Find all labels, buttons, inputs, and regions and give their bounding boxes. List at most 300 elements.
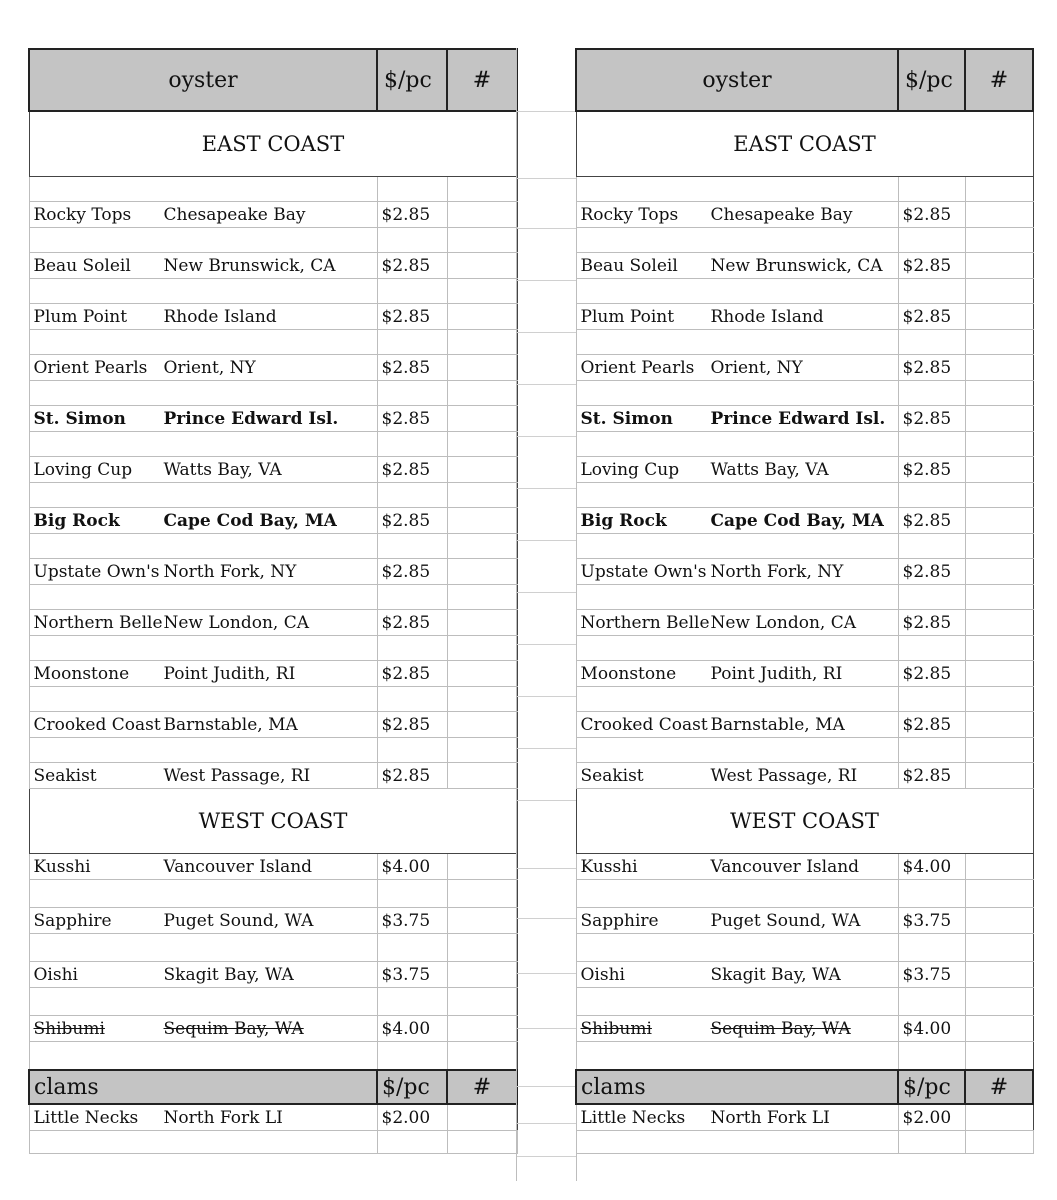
item-origin: North Fork LI [163, 1107, 283, 1128]
gutter-gridline [517, 644, 576, 645]
spacer-cell [898, 381, 965, 406]
menu-item-name-origin [29, 355, 377, 381]
oyster-header-name: oyster [576, 49, 898, 111]
spacer-cell [447, 738, 517, 763]
item-price: $2.85 [377, 610, 447, 636]
item-origin: Vancouver Island [710, 856, 860, 877]
item-name: Upstate Own's [580, 561, 707, 582]
menu-item-name-origin [29, 610, 377, 636]
item-origin: Barnstable, MA [710, 714, 845, 735]
menu-item-row [576, 908, 1033, 934]
spacer-cell [898, 934, 965, 962]
spacer-cell [576, 585, 898, 610]
menu-item-name-origin [29, 457, 377, 483]
menu-item-name-origin [576, 1016, 898, 1042]
menu-item-name-origin [29, 908, 377, 934]
item-name: Sapphire [580, 910, 659, 931]
item-name: Loving Cup [33, 459, 133, 480]
spacer-cell [965, 585, 1033, 610]
section-east-coast [29, 111, 517, 177]
menu-item-name-origin [576, 457, 898, 483]
menu-item-row [576, 712, 1033, 738]
section-title-west-coast: WEST COAST [29, 789, 517, 854]
section-title-east-coast: EAST COAST [29, 111, 517, 177]
spacer-cell [898, 228, 965, 253]
spacer-row [29, 330, 517, 355]
item-price: $2.85 [898, 355, 965, 381]
menu-item-name-origin [29, 962, 377, 988]
spacer-cell [898, 432, 965, 457]
item-count-input[interactable] [447, 1104, 517, 1131]
spacer-row [29, 1042, 517, 1071]
spacer-row [576, 483, 1033, 508]
spacer-row [576, 636, 1033, 661]
gutter-gridline [517, 436, 576, 437]
menu-item-name-origin [576, 712, 898, 738]
spacer-cell [447, 687, 517, 712]
spacer-cell [377, 585, 447, 610]
spacer-row [576, 880, 1033, 908]
item-origin: Prince Edward Isl. [163, 408, 339, 429]
item-count-input[interactable] [447, 355, 517, 381]
item-origin: North Fork, NY [163, 561, 297, 582]
spacer-cell [447, 483, 517, 508]
item-price: $4.00 [377, 1016, 447, 1042]
clams-header-name: clams [576, 1070, 898, 1104]
menu-item-row [576, 202, 1033, 228]
menu-item-row [576, 1104, 1033, 1131]
menu-panel-right [575, 48, 1032, 1154]
menu-item-row [576, 253, 1033, 279]
spacer-cell [377, 177, 447, 202]
item-count-input[interactable] [965, 406, 1033, 432]
spacer-cell [898, 279, 965, 304]
item-count-input[interactable] [447, 253, 517, 279]
spacer-cell [447, 585, 517, 610]
spacer-cell [29, 177, 377, 202]
menu-item-name-origin [29, 1016, 377, 1042]
item-price: $2.85 [898, 304, 965, 330]
menu-item-name-origin [29, 202, 377, 228]
spacer-cell [898, 687, 965, 712]
spacer-cell [576, 1042, 898, 1071]
item-origin: Puget Sound, WA [710, 910, 861, 931]
spacer-row [576, 585, 1033, 610]
menu-item-name-origin [576, 908, 898, 934]
menu-item-name-origin [576, 854, 898, 880]
spacer-cell [29, 880, 377, 908]
spacer-cell [29, 988, 377, 1016]
spacer-cell [965, 1131, 1033, 1154]
item-origin: West Passage, RI [710, 765, 858, 786]
spacer-row [29, 279, 517, 304]
menu-item-name-origin [29, 406, 377, 432]
spacer-cell [898, 483, 965, 508]
item-price: $4.00 [898, 854, 965, 880]
spacer-row [576, 228, 1033, 253]
menu-table [28, 48, 518, 1154]
item-count-input[interactable] [965, 508, 1033, 534]
gutter-gridline [517, 488, 576, 489]
item-price: $2.85 [377, 508, 447, 534]
spacer-cell [377, 381, 447, 406]
spacer-cell [447, 934, 517, 962]
item-count-input[interactable] [965, 304, 1033, 330]
spacer-cell [377, 330, 447, 355]
item-origin: Skagit Bay, WA [710, 964, 841, 985]
menu-item-name-origin [576, 1104, 898, 1131]
spacer-cell [965, 738, 1033, 763]
item-origin: Point Judith, RI [163, 663, 296, 684]
spacer-cell [29, 534, 377, 559]
spacer-cell [965, 1042, 1033, 1071]
item-name: Big Rock [580, 510, 667, 531]
item-count-input[interactable] [447, 610, 517, 636]
spacer-row [29, 1131, 517, 1154]
item-count-input[interactable] [447, 508, 517, 534]
gutter-gridline [517, 280, 576, 281]
item-name: Plum Point [580, 306, 675, 327]
oyster-header-count: # [965, 49, 1033, 111]
spacer-cell [29, 432, 377, 457]
menu-item-name-origin [29, 763, 377, 789]
item-price: $2.00 [898, 1104, 965, 1131]
spacer-row [29, 738, 517, 763]
spacer-cell [447, 880, 517, 908]
item-count-input[interactable] [965, 962, 1033, 988]
spacer-cell [377, 483, 447, 508]
menu-item-name-origin [576, 559, 898, 585]
item-count-input[interactable] [965, 854, 1033, 880]
spacer-row [29, 228, 517, 253]
gutter-gridline [517, 540, 576, 541]
item-price: $4.00 [377, 854, 447, 880]
clams-header-name: clams [29, 1070, 377, 1104]
menu-item-name-origin [576, 661, 898, 687]
item-price: $2.85 [377, 763, 447, 789]
item-origin: West Passage, RI [163, 765, 311, 786]
menu-item-row [576, 304, 1033, 330]
spacer-cell [377, 1042, 447, 1071]
menu-item-name-origin [576, 763, 898, 789]
menu-item-name-origin [29, 304, 377, 330]
spacer-cell [965, 432, 1033, 457]
gutter-gridline [517, 1123, 576, 1124]
menu-item-row [29, 202, 517, 228]
clams-header-row [576, 1070, 1033, 1104]
spacer-row [576, 934, 1033, 962]
item-name: St. Simon [33, 408, 126, 429]
spacer-cell [29, 738, 377, 763]
menu-item-row [29, 962, 517, 988]
item-price: $3.75 [377, 908, 447, 934]
section-west-coast [29, 789, 517, 854]
menu-item-name-origin [576, 508, 898, 534]
menu-item-row [576, 457, 1033, 483]
gutter-gridline [517, 332, 576, 333]
item-count-input[interactable] [965, 355, 1033, 381]
menu-item-row [29, 908, 517, 934]
item-count-input[interactable] [965, 1016, 1033, 1042]
item-name: Shibumi [33, 1018, 105, 1039]
menu-item-row [576, 1016, 1033, 1042]
menu-table [575, 48, 1034, 1154]
sheet-gutter [516, 48, 577, 1181]
spacer-cell [965, 988, 1033, 1016]
item-count-input[interactable] [965, 457, 1033, 483]
item-count-input[interactable] [965, 661, 1033, 687]
menu-item-row [576, 610, 1033, 636]
gutter-gridline [517, 918, 576, 919]
spacer-cell [377, 1131, 447, 1154]
item-origin: Rhode Island [163, 306, 277, 327]
item-price: $3.75 [898, 908, 965, 934]
item-origin: Watts Bay, VA [710, 459, 829, 480]
spacer-cell [965, 381, 1033, 406]
item-price: $2.85 [377, 304, 447, 330]
menu-item-name-origin [29, 559, 377, 585]
item-count-input[interactable] [447, 559, 517, 585]
spacer-cell [29, 934, 377, 962]
item-count-input[interactable] [447, 1016, 517, 1042]
gutter-gridline [517, 384, 576, 385]
spacer-cell [965, 330, 1033, 355]
item-origin: Skagit Bay, WA [163, 964, 294, 985]
spacer-cell [447, 1042, 517, 1071]
spacer-row [29, 483, 517, 508]
item-name: Upstate Own's [33, 561, 160, 582]
item-price: $2.85 [898, 610, 965, 636]
item-count-input[interactable] [447, 854, 517, 880]
gutter-gridline [517, 111, 576, 112]
item-origin: Orient, NY [710, 357, 803, 378]
spacer-row [576, 330, 1033, 355]
menu-item-name-origin [29, 661, 377, 687]
spacer-cell [898, 177, 965, 202]
item-name: Sapphire [33, 910, 112, 931]
menu-item-row [29, 559, 517, 585]
spacer-cell [576, 279, 898, 304]
item-origin: Sequim Bay, WA [710, 1018, 851, 1039]
item-count-input[interactable] [965, 712, 1033, 738]
item-price: $2.85 [377, 559, 447, 585]
spacer-cell [965, 880, 1033, 908]
spacer-cell [965, 483, 1033, 508]
gutter-gridline [517, 1086, 576, 1087]
gutter-gridline [517, 592, 576, 593]
spacer-cell [576, 738, 898, 763]
spacer-cell [898, 1042, 965, 1071]
spacer-cell [898, 738, 965, 763]
item-name: Orient Pearls [33, 357, 148, 378]
item-name: Moonstone [33, 663, 130, 684]
spacer-cell [29, 1042, 377, 1071]
item-count-input[interactable] [965, 1104, 1033, 1131]
spacer-cell [965, 228, 1033, 253]
spacer-row [29, 381, 517, 406]
item-price: $2.85 [898, 406, 965, 432]
spacer-row [576, 279, 1033, 304]
gutter-gridline [517, 228, 576, 229]
item-name: Crooked Coast [33, 714, 161, 735]
spacer-row [576, 988, 1033, 1016]
item-origin: Cape Cod Bay, MA [163, 510, 337, 531]
spacer-row [576, 687, 1033, 712]
menu-item-name-origin [29, 508, 377, 534]
spacer-cell [576, 687, 898, 712]
menu-item-row [576, 406, 1033, 432]
item-price: $2.85 [377, 712, 447, 738]
spacer-cell [29, 228, 377, 253]
item-origin: Chesapeake Bay [710, 204, 853, 225]
menu-item-name-origin [576, 406, 898, 432]
item-count-input[interactable] [447, 406, 517, 432]
spacer-cell [898, 585, 965, 610]
menu-item-row [29, 763, 517, 789]
spacer-cell [447, 988, 517, 1016]
spacer-cell [29, 279, 377, 304]
spacer-cell [447, 432, 517, 457]
item-name: Orient Pearls [580, 357, 695, 378]
item-count-input[interactable] [447, 962, 517, 988]
spacer-cell [898, 330, 965, 355]
item-count-input[interactable] [965, 202, 1033, 228]
item-name: Rocky Tops [33, 204, 132, 225]
spacer-cell [576, 636, 898, 661]
item-name: Crooked Coast [580, 714, 708, 735]
item-count-input[interactable] [447, 202, 517, 228]
gutter-gridline [517, 178, 576, 179]
item-price: $2.85 [377, 406, 447, 432]
spacer-cell [576, 880, 898, 908]
gutter-gridline [517, 868, 576, 869]
item-count-input[interactable] [447, 908, 517, 934]
item-origin: Chesapeake Bay [163, 204, 306, 225]
item-origin: Puget Sound, WA [163, 910, 314, 931]
item-count-input[interactable] [447, 457, 517, 483]
item-count-input[interactable] [965, 763, 1033, 789]
oyster-header-price: $/pc [898, 49, 965, 111]
gutter-gridline [517, 973, 576, 974]
spacer-cell [29, 687, 377, 712]
spacer-row [29, 177, 517, 202]
item-count-input[interactable] [447, 763, 517, 789]
item-origin: Barnstable, MA [163, 714, 298, 735]
item-price: $2.00 [377, 1104, 447, 1131]
item-count-input[interactable] [447, 712, 517, 738]
spacer-row [29, 534, 517, 559]
item-name: St. Simon [580, 408, 673, 429]
gutter-gridline [517, 748, 576, 749]
spacer-cell [965, 534, 1033, 559]
spacer-cell [898, 534, 965, 559]
menu-item-name-origin [29, 1104, 377, 1131]
item-name: Big Rock [33, 510, 120, 531]
item-origin: North Fork LI [710, 1107, 830, 1128]
oyster-header-row [576, 49, 1033, 111]
spacer-row [29, 585, 517, 610]
item-price: $2.85 [898, 661, 965, 687]
item-name: Northern Belle [33, 612, 163, 633]
menu-item-row [29, 304, 517, 330]
spacer-cell [377, 636, 447, 661]
item-count-input[interactable] [965, 908, 1033, 934]
clams-header-price: $/pc [377, 1070, 447, 1104]
menu-item-row [29, 508, 517, 534]
item-name: Oishi [580, 964, 625, 985]
item-origin: New London, CA [710, 612, 857, 633]
item-price: $2.85 [377, 355, 447, 381]
menu-item-row [29, 406, 517, 432]
spacer-cell [965, 636, 1033, 661]
gutter-gridline [517, 1156, 576, 1157]
item-name: Loving Cup [580, 459, 680, 480]
section-title-west-coast: WEST COAST [576, 789, 1033, 854]
menu-item-row [576, 763, 1033, 789]
item-origin: Cape Cod Bay, MA [710, 510, 884, 531]
menu-item-name-origin [576, 610, 898, 636]
clams-header-count: # [447, 1070, 517, 1104]
menu-item-name-origin [29, 253, 377, 279]
spacer-cell [965, 934, 1033, 962]
spacer-cell [576, 534, 898, 559]
menu-item-row [29, 1016, 517, 1042]
spacer-cell [377, 738, 447, 763]
spacer-cell [898, 1131, 965, 1154]
item-name: Rocky Tops [580, 204, 679, 225]
spacer-cell [447, 177, 517, 202]
spacer-cell [377, 988, 447, 1016]
spacer-cell [576, 432, 898, 457]
section-east-coast [576, 111, 1033, 177]
item-name: Shibumi [580, 1018, 652, 1039]
section-title-east-coast: EAST COAST [576, 111, 1033, 177]
spacer-row [576, 381, 1033, 406]
clams-header-price: $/pc [898, 1070, 965, 1104]
item-count-input[interactable] [965, 559, 1033, 585]
spacer-cell [576, 1131, 898, 1154]
item-origin: New London, CA [163, 612, 310, 633]
item-origin: Orient, NY [163, 357, 256, 378]
menu-item-row [29, 355, 517, 381]
spacer-cell [576, 177, 898, 202]
spacer-row [29, 934, 517, 962]
spacer-cell [29, 330, 377, 355]
item-name: Kusshi [580, 856, 638, 877]
oyster-header-price: $/pc [377, 49, 447, 111]
item-price: $2.85 [898, 508, 965, 534]
item-name: Kusshi [33, 856, 91, 877]
menu-item-row [576, 962, 1033, 988]
item-name: Oishi [33, 964, 78, 985]
menu-item-row [576, 355, 1033, 381]
item-price: $2.85 [377, 661, 447, 687]
oyster-header-count: # [447, 49, 517, 111]
item-count-input[interactable] [965, 610, 1033, 636]
spacer-row [576, 177, 1033, 202]
spacer-cell [29, 1131, 377, 1154]
item-name: Moonstone [580, 663, 677, 684]
spacer-cell [576, 381, 898, 406]
item-count-input[interactable] [447, 661, 517, 687]
item-count-input[interactable] [965, 253, 1033, 279]
spacer-cell [898, 880, 965, 908]
gutter-gridline [517, 800, 576, 801]
item-name: Beau Soleil [33, 255, 131, 276]
spacer-row [576, 1131, 1033, 1154]
item-count-input[interactable] [447, 304, 517, 330]
spacer-row [29, 687, 517, 712]
